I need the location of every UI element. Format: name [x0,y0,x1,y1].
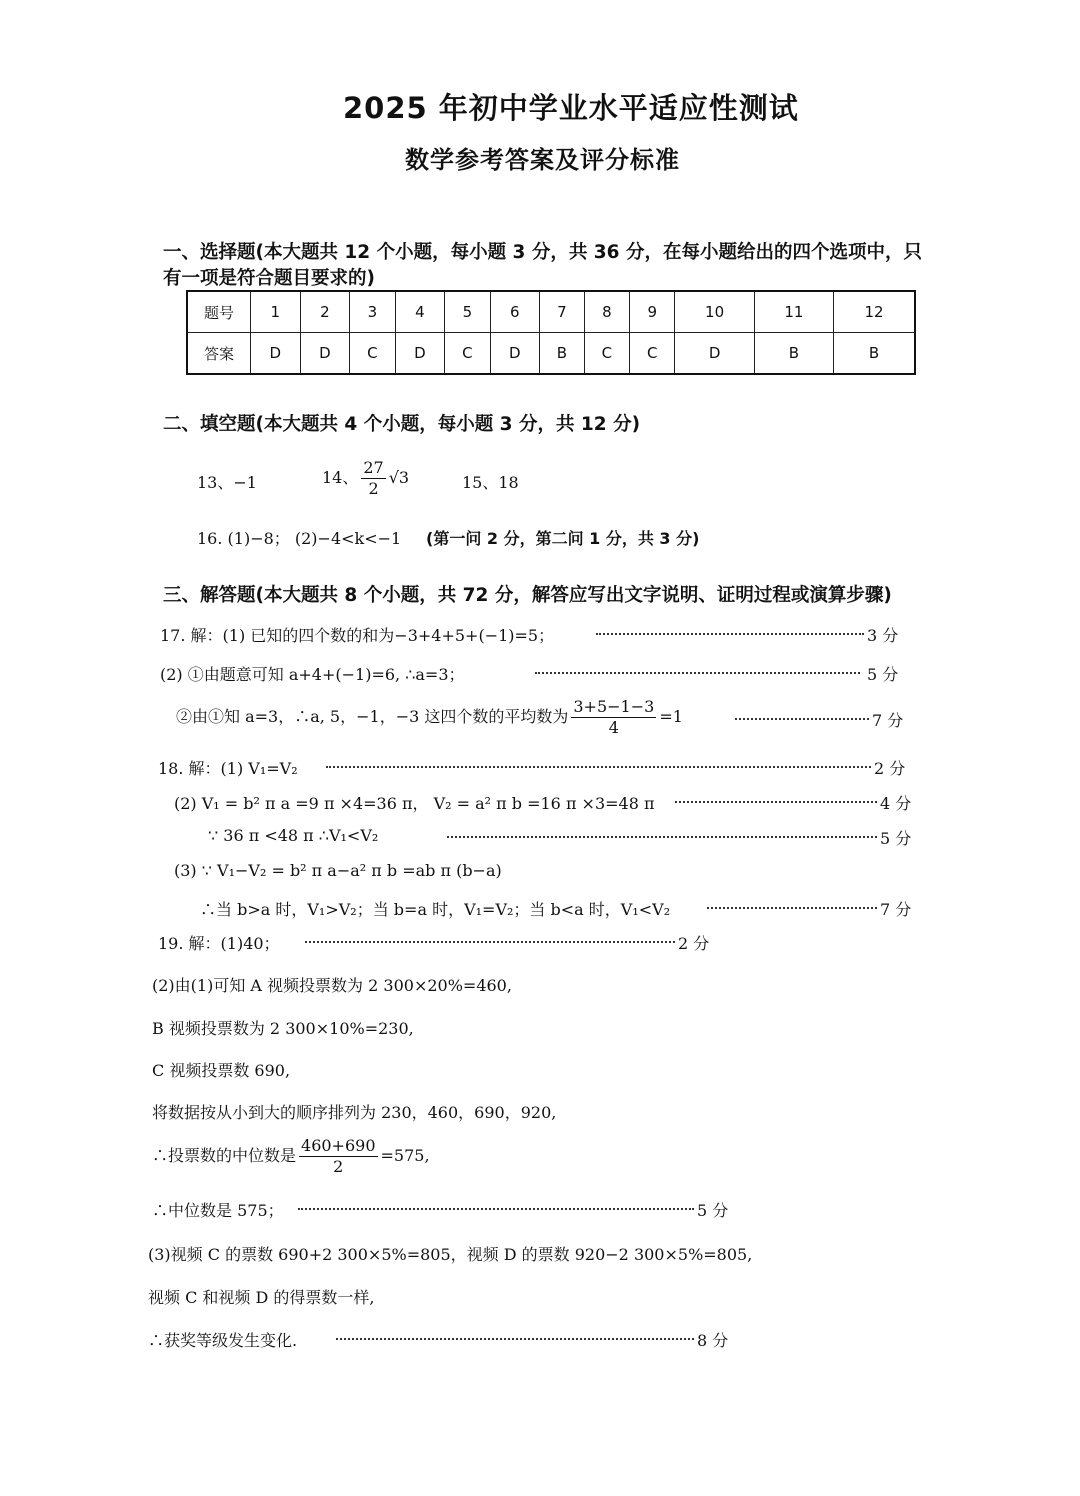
q19-part5: 将数据按从小到大的顺序排列为 230，460，690，920, [152,1103,557,1122]
table-cell: C [584,333,629,375]
table-cell: B [754,333,833,375]
q16-score-note: (第一问 2 分，第二问 1 分，共 3 分) [426,529,700,548]
q19-part4: C 视频投票数 690, [152,1061,291,1080]
table-cell: 7 [540,291,585,333]
section1-heading-line1: 一、选择题(本大题共 12 个小题，每小题 3 分，共 36 分，在每小题给出的四个选项中，只 [163,242,922,263]
leader-dots [675,800,877,803]
leader-dots [336,1337,694,1340]
row-label-number: 题号 [187,291,251,333]
table-cell: 12 [834,291,915,333]
q14-denominator: 2 [368,479,379,498]
q18-part4: (3) ∵ V₁−V₂ = b² π a−a² π b =ab π (b−a) [174,861,502,880]
q14-label: 14、 [322,468,359,487]
table-cell: 5 [445,291,490,333]
q19-median-text: ∴投票数的中位数是 [152,1146,297,1165]
table-cell: D [300,333,350,375]
table-cell: D [395,333,445,375]
q19-part7: ∴中位数是 575； [152,1201,284,1220]
table-cell: 8 [584,291,629,333]
leader-dots [596,632,864,635]
answer-q13: 13、−1 [197,473,257,492]
q17-part1: 17. 解：(1) 已知的四个数的和为−3+4+5+(−1)=5； [160,626,555,645]
q19-fraction [299,1136,377,1177]
leader-dots [535,671,860,674]
q19-part3: B 视频投票数为 2 300×10%=230, [152,1019,414,1038]
q19-part10: ∴获奖等级发生变化. [148,1331,298,1350]
q17-part1-score: 3 分 [867,626,899,645]
q17-part3-text: ②由①知 a=3，∴a, 5，−1，−3 这四个数的平均数为 [176,707,569,726]
q14-numerator: 27 [363,458,384,477]
table-cell: 11 [754,291,833,333]
table-row-answers [187,333,915,375]
q18-part3-score: 5 分 [880,829,912,848]
table-cell: 2 [300,291,350,333]
leader-dots [447,835,877,838]
page-subtitle: 数学参考答案及评分标准 [405,146,680,174]
q18-part1-score: 2 分 [874,759,906,778]
q18-part1: 18. 解：(1) V₁=V₂ [158,759,298,778]
answer-q16: 16. (1)−8； (2)−4<k<−1 [197,529,402,548]
q19-part9: 视频 C 和视频 D 的得票数一样, [148,1288,375,1307]
table-cell: C [445,333,490,375]
q17-part2: (2) ①由题意可知 a+4+(−1)=6, ∴a=3； [160,665,465,684]
section2-heading: 二、填空题(本大题共 4 个小题，每小题 3 分，共 12 分) [163,414,641,435]
q18-part2: (2) V₁ = b² π a =9 π ×4=36 π， V₂ = a² π b =16 π ×3=48 π [174,794,655,813]
q17-part3 [176,697,683,738]
q14-fraction [361,458,385,499]
answer-q14 [322,458,409,499]
q19-part7-score: 5 分 [697,1201,729,1220]
answer-q15: 15、18 [462,473,519,492]
table-cell: D [675,333,754,375]
section1-heading-line2: 有一项是符合题目要求的) [163,268,375,289]
q19-part1-score: 2 分 [678,934,710,953]
table-cell: C [350,333,395,375]
q18-part5: ∴当 b>a 时，V₁>V₂；当 b=a 时，V₁=V₂；当 b<a 时，V₁<V₂ [200,900,671,919]
q19-part10-score: 8 分 [697,1331,729,1350]
q19-part1: 19. 解：(1)40； [158,934,280,953]
q14-root: √3 [388,468,410,487]
q17-part3-score: 7 分 [872,711,904,730]
table-cell: 6 [490,291,540,333]
q19-part8: (3)视频 C 的票数 690+2 300×5%=805，视频 D 的票数 920−2 300×5%=805, [148,1245,753,1264]
table-cell: 3 [350,291,395,333]
q19-part6 [152,1136,430,1177]
answer-table [186,290,916,375]
table-cell: 10 [675,291,754,333]
q17-part3-result: =1 [659,707,683,726]
q17-denominator: 4 [608,718,619,737]
q18-part2-score: 4 分 [880,794,912,813]
q17-fraction [571,697,656,738]
section3-heading: 三、解答题(本大题共 8 个小题，共 72 分，解答应写出文字说明、证明过程或演算步骤) [163,585,892,606]
q17-numerator: 3+5−1−3 [573,697,655,716]
table-cell: B [540,333,585,375]
leader-dots [707,906,877,909]
table-cell: C [630,333,675,375]
table-cell: D [251,333,301,375]
leader-dots [326,765,871,768]
page-title: 2025 年初中学业水平适应性测试 [343,91,799,125]
table-cell: 1 [251,291,301,333]
leader-dots [305,940,675,943]
q18-part3: ∵ 36 π <48 π ∴V₁<V₂ [208,826,379,845]
table-row-numbers [187,291,915,333]
q19-part2: (2)由(1)可知 A 视频投票数为 2 300×20%=460, [152,976,512,995]
leader-dots [735,717,869,720]
q17-part2-score: 5 分 [867,665,899,684]
q19-median-result: =575, [380,1146,430,1165]
row-label-answer: 答案 [187,333,251,375]
table-cell: B [834,333,915,375]
table-cell: 4 [395,291,445,333]
table-cell: 9 [630,291,675,333]
q19-denominator: 2 [333,1157,344,1176]
q18-part5-score: 7 分 [880,900,912,919]
leader-dots [298,1207,694,1210]
q19-numerator: 460+690 [301,1136,376,1155]
table-cell: D [490,333,540,375]
